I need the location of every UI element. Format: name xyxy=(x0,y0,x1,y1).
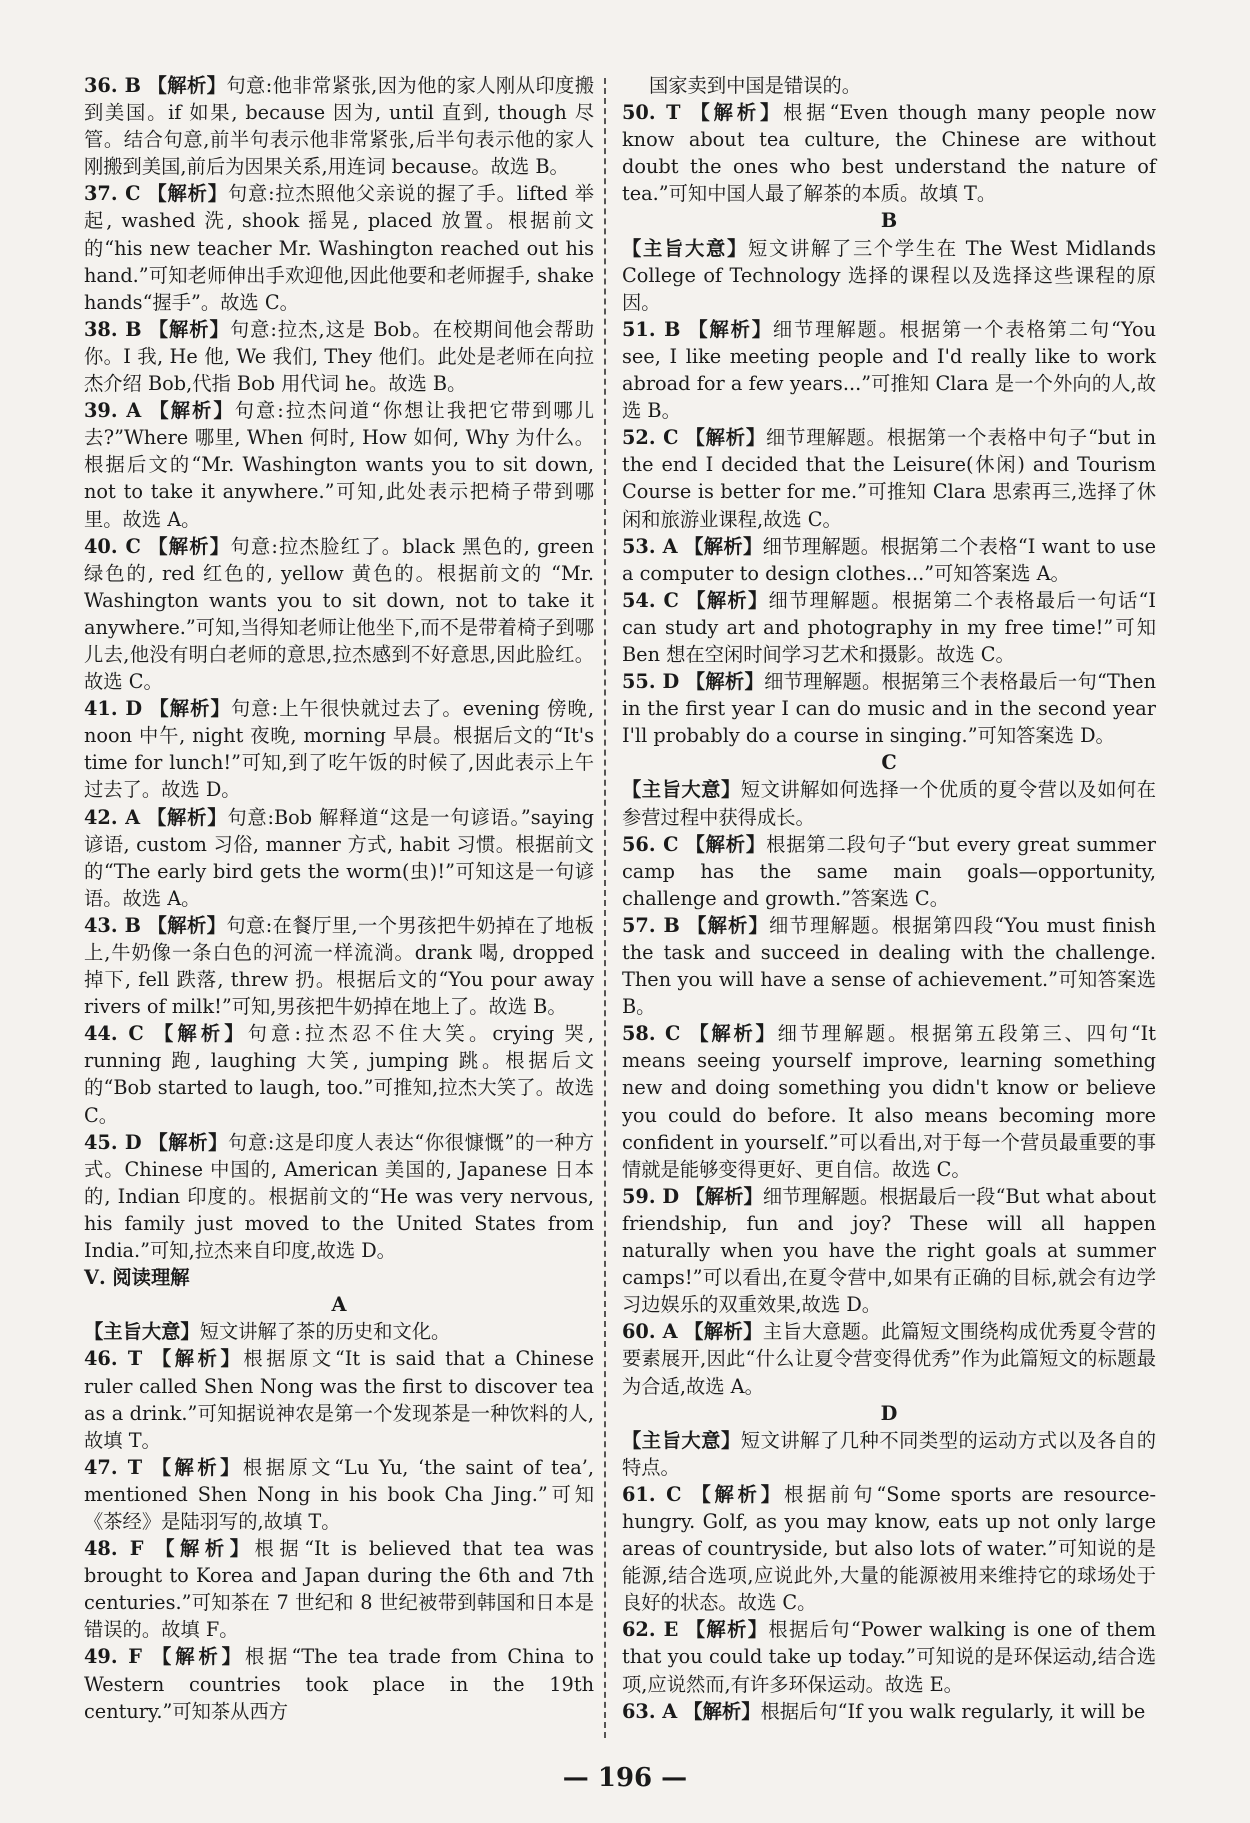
answer-item-58: 58. C 【解析】细节理解题。根据第五段第三、四句“It means seeing yourself improve, learning something new and doing something you didn't know or believe you could do before. It also means becoming more confident in yourself.”可以看出,对于每一个营员最重要的事情就是能够变得更好、更自信。故选 C。 xyxy=(622,1022,1156,1181)
part-b-heading: B xyxy=(880,209,898,233)
part-a-heading: A xyxy=(331,1293,347,1317)
answer-item-55: 55. D 【解析】细节理解题。根据第三个表格最后一句“Then in the first year I can do music and in the second year I'll probably do a course in singing.”可知答案选 D。 xyxy=(622,670,1156,748)
answer-item-50: 50. T 【解析】根据“Even though many people now know about tea culture, the Chinese are without doubt the ones who best understand the nature of tea.”可知中国人最了解茶的本质。故填 T。 xyxy=(622,101,1156,206)
answer-item-40: 40. C 【解析】句意:拉杰脸红了。black 黑色的, green 绿色的, red 红色的, yellow 黄色的。根据前文的 “Mr. Washington wants you to sit down, not to take it anywhere.”可知,当得知老师让他坐下,而不是带着椅子到哪儿去,他没有明白老师的意思,拉杰感到不好意思,因此脸红。故选 C。 xyxy=(84,534,595,694)
page-number: — 196 — xyxy=(562,1763,688,1793)
part-d-summary: 【主旨大意】短文讲解了几种不同类型的运动方式以及各自的特点。 xyxy=(622,1428,1156,1479)
answer-item-61: 61. C 【解析】根据前句“Some sports are resource-hungry. Golf, as you may know, eats up not only large areas of countryside, but also lots of water.”可知说的是能源,结合选项,应说此外,大量的能源被用来维持它的球场处于良好的状态。故选 C。 xyxy=(622,1482,1157,1615)
answer-item-54: 54. C 【解析】细节理解题。根据第二个表格最后一句话“I can study art and photography in my free time!”可知 Ben 想在空闲时间学习艺术和摄影。故选 C。 xyxy=(622,588,1156,666)
answer-item-51: 51. B 【解析】细节理解题。根据第一个表格第二句“You see, I like meeting people and I'd really like to work abroad for a few years...”可推知 Clara 是一个外向的人,故选 B。 xyxy=(622,317,1156,423)
answer-item-44: 44. C 【解析】句意:拉杰忍不住大笑。crying 哭, running 跑, laughing 大笑, jumping 跳。根据后文的“Bob started to laugh, too.”可推知,拉杰大笑了。故选 C。 xyxy=(84,1022,594,1127)
section-heading-reading: Ⅴ. 阅读理解 xyxy=(84,1266,190,1290)
answer-item-39: 39. A 【解析】句意:拉杰问道“你想让我把它带到哪儿去?”Where 哪里, When 何时, How 如何, Why 为什么。根据后文的“Mr. Washington wants you to sit down, not to take it anywhere.”可知,此处表示把椅子带到哪里。故选 A。 xyxy=(84,399,595,531)
part-c-summary: 【主旨大意】短文讲解如何选择一个优质的夏令营以及如何在参营过程中获得成长。 xyxy=(622,778,1156,829)
answer-item-62: 62. E 【解析】根据后句“Power walking is one of them that you could take up today.”可知说的是环保运动,结合选项,应说然而,有许多环保运动。故选 E。 xyxy=(622,1618,1156,1696)
answer-item-52: 52. C 【解析】细节理解题。根据第一个表格中句子“but in the end I decided that the Leisure(休闲) and Tourism Course is better for me.”可推知 Clara 思索再三,选择了休闲和旅游业课程,故选 C。 xyxy=(622,426,1156,531)
part-b-summary: 【主旨大意】短文讲解了三个学生在 The West Midlands College of Technology 选择的课程以及选择这些课程的原因。 xyxy=(622,236,1156,314)
answer-item-41: 41. D 【解析】句意:上午很快就过去了。evening 傍晚, noon 中午, night 夜晚, morning 早晨。根据后文的“It's time for lunch!”可知,到了吃午饭的时候了,因此表示上午过去了。故选 D。 xyxy=(84,697,595,802)
column-divider xyxy=(604,78,606,1738)
answer-item-57: 57. B 【解析】细节理解题。根据第四段“You must finish the task and succeed in dealing with the challenge. Then you will have a sense of achievement.”可知答案选 B。 xyxy=(622,913,1156,1019)
answer-item-38: 38. B 【解析】句意:拉杰,这是 Bob。在校期间他会帮助你。I 我, He 他, We 我们, They 他们。此处是老师在向拉杰介绍 Bob,代指 Bob 用代词 he。故选 B。 xyxy=(84,317,594,396)
answer-item-60: 60. A 【解析】主旨大意题。此篇短文围绕构成优秀夏令营的要素展开,因此“什么让夏令营变得优秀”作为此篇短文的标题最为合适,故选 A。 xyxy=(622,1320,1157,1398)
answer-item-37: 37. C 【解析】句意:拉杰照他父亲说的握了手。lifted 举起, washed 洗, shook 摇晃, placed 放置。根据前文的“his new teacher Mr. Washington reached out his hand.”可知老师伸出手欢迎他,因此他要和老师握手, shake hands“握手”。故选 C。 xyxy=(84,182,594,314)
part-d-heading: D xyxy=(880,1401,898,1425)
answer-item-49-continued: 国家卖到中国是错误的。 xyxy=(649,74,862,97)
answer-item-56: 56. C 【解析】根据第二段句子“but every great summer camp has the same main goals—opportunity, challenge and growth.”答案选 C。 xyxy=(622,832,1157,910)
part-c-heading: C xyxy=(881,751,897,775)
answer-item-59: 59. D 【解析】细节理解题。根据最后一段“But what about friendship, fun and joy? These will all happen naturally when you have the right goals at summer camps!”可以看出,在夏令营中,如果有正确的目标,就会有边学习边娱乐的双重效果,故选 D。 xyxy=(622,1184,1157,1317)
answer-item-49: 49. F 【解析】根据“The tea trade from China to Western countries took place in the 19th century.”可知茶从西方 xyxy=(84,1645,595,1723)
answer-item-46: 46. T 【解析】根据原文“It is said that a Chinese ruler called Shen Nong was the first to discover tea as a drink.”可知据说神农是第一个发现茶是一种饮料的人,故填 T。 xyxy=(84,1347,594,1452)
answer-item-45: 45. D 【解析】句意:这是印度人表达“你很慷慨”的一种方式。Chinese 中国的, American 美国的, Japanese 日本的, Indian 印度的。根据前文的“He was very nervous, his family just moved to the United States from India.”可知,拉杰来自印度,故选 D。 xyxy=(84,1130,594,1263)
answer-item-47: 47. T 【解析】根据原文“Lu Yu, ‘the saint of tea’, mentioned Shen Nong in his book Cha Jing.”可知《茶经》是陆羽写的,故填 T。 xyxy=(84,1455,595,1533)
answer-item-36: 36. B 【解析】句意:他非常紧张,因为他的家人刚从印度搬到美国。if 如果, because 因为, until 直到, though 尽管。结合句意,前半句表示他非常紧张,后半句表示他的家人刚搬到美国,前后为因果关系,用连词 because。故选 B。 xyxy=(84,74,595,179)
part-a-summary: 【主旨大意】短文讲解了茶的历史和文化。 xyxy=(84,1320,451,1344)
answer-item-43: 43. B 【解析】句意:在餐厅里,一个男孩把牛奶掉在了地板上,牛奶像一条白色的河流一样流淌。drank 喝, dropped 掉下, fell 跌落, threw 扔。根据后文的“You pour away rivers of milk!”可知,男孩把牛奶掉在地上了。故选 B。 xyxy=(84,913,595,1019)
left-column xyxy=(84,72,594,1725)
answer-item-42: 42. A 【解析】句意:Bob 解释道“这是一句谚语。”saying 谚语, custom 习俗, manner 方式, habit 习惯。根据前文的“The early bird gets the worm(虫)!”可知这是一句谚语。故选 A。 xyxy=(84,805,595,910)
right-column xyxy=(622,72,1156,1725)
answer-item-63: 63. A 【解析】根据后句“If you walk regularly, it will be xyxy=(622,1699,1146,1723)
answer-item-53: 53. A 【解析】细节理解题。根据第二个表格“I want to use a computer to design clothes...”可知答案选 A。 xyxy=(622,534,1157,585)
answer-item-48: 48. F 【解析】根据“It is believed that tea was brought to Korea and Japan during the 6th and 7th centuries.”可知茶在 7 世纪和 8 世纪被带到韩国和日本是错误的。故填 F。 xyxy=(84,1537,594,1642)
